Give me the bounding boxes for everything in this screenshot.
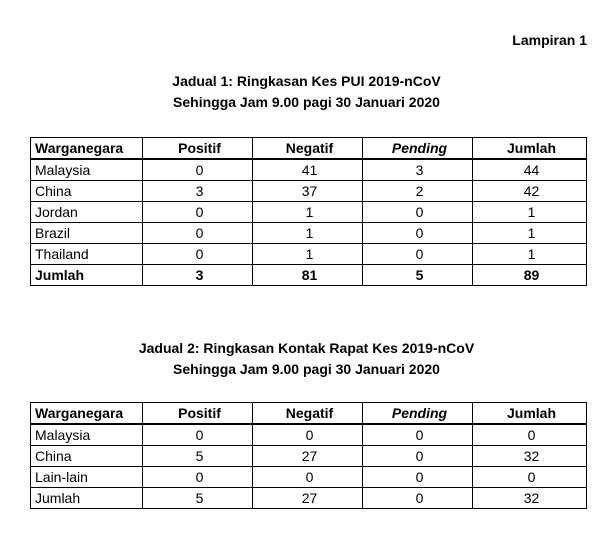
- table-total-row: [31, 488, 587, 509]
- header-total: Jumlah: [473, 403, 587, 425]
- table-header-row: [31, 403, 587, 425]
- cell-pending: 3: [363, 159, 473, 181]
- cell-nationality: Thailand: [31, 244, 143, 265]
- cell-negative: 0: [253, 424, 363, 446]
- cell-negative: 27: [253, 446, 363, 467]
- cell-positive: 0: [143, 244, 253, 265]
- cell-total-positive: 5: [143, 488, 253, 509]
- cell-pending: 2: [363, 181, 473, 202]
- cell-nationality: Lain-lain: [31, 467, 143, 488]
- table-row: [31, 181, 587, 202]
- table-total-row: [31, 265, 587, 286]
- cell-positive: 0: [143, 424, 253, 446]
- cell-negative: 37: [253, 181, 363, 202]
- cell-pending: 0: [363, 446, 473, 467]
- header-pending: Pending: [363, 138, 473, 160]
- cell-positive: 3: [143, 181, 253, 202]
- cell-nationality: Malaysia: [31, 159, 143, 181]
- cell-nationality: China: [31, 446, 143, 467]
- cell-positive: 0: [143, 159, 253, 181]
- cell-total-pending: 5: [363, 265, 473, 286]
- cell-total-negative: 27: [253, 488, 363, 509]
- cell-negative: 1: [253, 202, 363, 223]
- cell-pending: 0: [363, 244, 473, 265]
- table-row: [31, 159, 587, 181]
- cell-nationality: Jordan: [31, 202, 143, 223]
- cell-positive: 0: [143, 467, 253, 488]
- table-row: [31, 424, 587, 446]
- cell-negative: 1: [253, 244, 363, 265]
- cell-pending: 0: [363, 202, 473, 223]
- table1-title: [0, 71, 613, 113]
- cell-total: 32: [473, 446, 587, 467]
- header-total: Jumlah: [473, 138, 587, 160]
- cell-negative: 0: [253, 467, 363, 488]
- appendix-label: Lampiran 1: [512, 32, 587, 48]
- cell-positive: 0: [143, 223, 253, 244]
- table-row: [31, 244, 587, 265]
- table-row: [31, 446, 587, 467]
- cell-pending: 0: [363, 223, 473, 244]
- cell-total-sum: 89: [473, 265, 587, 286]
- header-positive: Positif: [143, 403, 253, 425]
- cell-total: 0: [473, 424, 587, 446]
- table2-title-line1: Jadual 2: Ringkasan Kontak Rapat Kes 2019-nCoV: [138, 340, 475, 356]
- cell-nationality: Malaysia: [31, 424, 143, 446]
- cell-pending: 0: [363, 424, 473, 446]
- cell-total: 1: [473, 202, 587, 223]
- pui-summary-table: [30, 137, 587, 286]
- cell-total: 0: [473, 467, 587, 488]
- cell-pending: 0: [363, 467, 473, 488]
- cell-total-sum: 32: [473, 488, 587, 509]
- table1-title-line2: Sehingga Jam 9.00 pagi 30 Januari 2020: [173, 94, 440, 110]
- table2-title-line2: Sehingga Jam 9.00 pagi 30 Januari 2020: [173, 361, 440, 377]
- cell-total-label: Jumlah: [31, 265, 143, 286]
- header-nationality: Warganegara: [31, 138, 143, 160]
- header-positive: Positif: [143, 138, 253, 160]
- cell-total-pending: 0: [363, 488, 473, 509]
- cell-total: 44: [473, 159, 587, 181]
- cell-total-positive: 3: [143, 265, 253, 286]
- header-nationality: Warganegara: [31, 403, 143, 425]
- cell-total-label: Jumlah: [31, 488, 143, 509]
- cell-nationality: Brazil: [31, 223, 143, 244]
- table-row: [31, 223, 587, 244]
- header-pending: Pending: [363, 403, 473, 425]
- cell-total-negative: 81: [253, 265, 363, 286]
- cell-positive: 5: [143, 446, 253, 467]
- table-header-row: [31, 138, 587, 160]
- table-row: [31, 202, 587, 223]
- cell-negative: 1: [253, 223, 363, 244]
- table2-title: [0, 338, 613, 380]
- table-row: [31, 467, 587, 488]
- header-negative: Negatif: [253, 138, 363, 160]
- cell-total: 1: [473, 223, 587, 244]
- cell-nationality: China: [31, 181, 143, 202]
- close-contact-summary-table: [30, 402, 587, 509]
- cell-negative: 41: [253, 159, 363, 181]
- table1-title-line1: Jadual 1: Ringkasan Kes PUI 2019-nCoV: [172, 73, 441, 89]
- header-negative: Negatif: [253, 403, 363, 425]
- cell-total: 42: [473, 181, 587, 202]
- cell-positive: 0: [143, 202, 253, 223]
- cell-total: 1: [473, 244, 587, 265]
